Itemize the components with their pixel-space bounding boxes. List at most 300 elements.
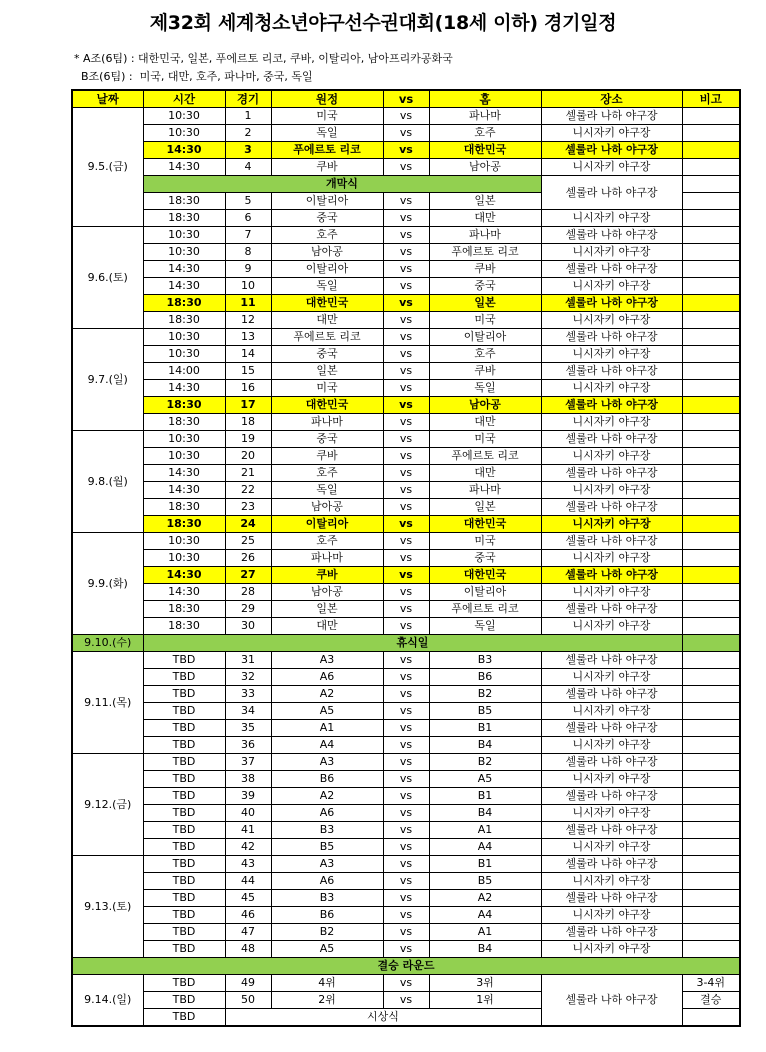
home-team-cell: B4 <box>429 737 541 754</box>
vs-cell: vs <box>383 244 429 261</box>
note-cell <box>682 193 740 210</box>
vs-cell: vs <box>383 380 429 397</box>
vs-cell: vs <box>383 516 429 533</box>
home-team-cell: 대만 <box>429 465 541 482</box>
away-team-cell: B6 <box>271 771 383 788</box>
venue-cell: 셀룰라 나하 야구장 <box>541 720 682 737</box>
time-cell: TBD <box>143 737 225 754</box>
game-row <box>72 414 740 431</box>
away-team-cell: A4 <box>271 737 383 754</box>
game-number-cell: 2 <box>225 125 271 142</box>
vs-cell: vs <box>383 261 429 278</box>
time-cell: 14:30 <box>143 482 225 499</box>
note-cell <box>682 482 740 499</box>
game-number-cell: 28 <box>225 584 271 601</box>
note-cell <box>682 550 740 567</box>
time-cell: TBD <box>143 873 225 890</box>
venue-cell: 니시자키 야구장 <box>541 346 682 363</box>
home-team-cell: 남아공 <box>429 397 541 414</box>
time-cell: TBD <box>143 686 225 703</box>
game-row <box>72 142 740 159</box>
game-number-cell: 30 <box>225 618 271 635</box>
game-number-cell: 14 <box>225 346 271 363</box>
time-cell: 14:30 <box>143 261 225 278</box>
away-team-cell: B6 <box>271 907 383 924</box>
venue-cell: 셀룰라 나하 야구장 <box>541 924 682 941</box>
vs-cell: vs <box>383 839 429 856</box>
time-cell: 18:30 <box>143 601 225 618</box>
vs-cell: vs <box>383 618 429 635</box>
venue-cell: 셀룰라 나하 야구장 <box>541 652 682 669</box>
vs-cell: vs <box>383 737 429 754</box>
away-team-cell: 호주 <box>271 465 383 482</box>
venue-cell: 니시자키 야구장 <box>541 244 682 261</box>
away-team-cell: 쿠바 <box>271 159 383 176</box>
away-team-cell: A6 <box>271 873 383 890</box>
away-team-cell: 파나마 <box>271 550 383 567</box>
venue-cell: 셀룰라 나하 야구장 <box>541 329 682 346</box>
note-cell <box>682 1009 740 1027</box>
game-number-cell: 6 <box>225 210 271 227</box>
time-cell: TBD <box>143 805 225 822</box>
vs-cell: vs <box>383 567 429 584</box>
game-row <box>72 448 740 465</box>
game-row <box>72 601 740 618</box>
time-cell: 10:30 <box>143 550 225 567</box>
game-row <box>72 669 740 686</box>
game-row <box>72 737 740 754</box>
time-cell: 10:30 <box>143 448 225 465</box>
vs-cell: vs <box>383 754 429 771</box>
away-team-cell: 대한민국 <box>271 397 383 414</box>
venue-cell: 니시자키 야구장 <box>541 618 682 635</box>
note-cell <box>682 108 740 125</box>
game-number-cell: 8 <box>225 244 271 261</box>
time-cell: TBD <box>143 652 225 669</box>
time-cell: 10:30 <box>143 346 225 363</box>
home-team-cell: B1 <box>429 788 541 805</box>
home-team-cell: B2 <box>429 686 541 703</box>
time-cell: 18:30 <box>143 295 225 312</box>
note-cell <box>682 295 740 312</box>
note-cell <box>682 414 740 431</box>
time-cell: TBD <box>143 788 225 805</box>
date-cell: 9.6.(토) <box>72 227 143 329</box>
game-number-cell: 46 <box>225 907 271 924</box>
vs-cell: vs <box>383 329 429 346</box>
venue-cell: 셀룰라 나하 야구장 <box>541 465 682 482</box>
note-cell <box>682 363 740 380</box>
vs-cell: vs <box>383 992 429 1009</box>
time-cell: 14:30 <box>143 465 225 482</box>
game-row <box>72 839 740 856</box>
game-row <box>72 397 740 414</box>
group-a-note: * A조(6팀) : 대한민국, 일본, 푸에르토 리코, 쿠바, 이탈리아, 남아프리카공화국 <box>74 52 453 65</box>
game-number-cell: 23 <box>225 499 271 516</box>
home-team-cell: 미국 <box>429 431 541 448</box>
venue-cell: 니시자키 야구장 <box>541 125 682 142</box>
date-cell: 9.5.(금) <box>72 108 143 227</box>
ceremony-row <box>72 176 740 193</box>
away-team-cell: A2 <box>271 686 383 703</box>
game-number-cell: 21 <box>225 465 271 482</box>
time-cell: 14:00 <box>143 363 225 380</box>
game-row <box>72 159 740 176</box>
game-number-cell: 13 <box>225 329 271 346</box>
vs-cell: vs <box>383 550 429 567</box>
away-team-cell: A3 <box>271 856 383 873</box>
time-cell: TBD <box>143 771 225 788</box>
away-team-cell: 남아공 <box>271 499 383 516</box>
note-cell <box>682 125 740 142</box>
game-row <box>72 754 740 771</box>
game-number-cell: 40 <box>225 805 271 822</box>
time-cell: 10:30 <box>143 533 225 550</box>
header-vs: vs <box>383 90 429 108</box>
note-cell <box>682 635 740 652</box>
game-number-cell: 34 <box>225 703 271 720</box>
venue-cell: 니시자키 야구장 <box>541 159 682 176</box>
away-team-cell: 이탈리아 <box>271 516 383 533</box>
note-cell <box>682 210 740 227</box>
away-team-cell: 이탈리아 <box>271 261 383 278</box>
away-team-cell: 쿠바 <box>271 448 383 465</box>
note-cell <box>682 788 740 805</box>
venue-cell: 니시자키 야구장 <box>541 941 682 958</box>
game-row <box>72 431 740 448</box>
home-team-cell: 독일 <box>429 618 541 635</box>
time-cell: TBD <box>143 1009 225 1027</box>
game-number-cell: 36 <box>225 737 271 754</box>
vs-cell: vs <box>383 890 429 907</box>
vs-cell: vs <box>383 312 429 329</box>
home-team-cell: 푸에르토 리코 <box>429 601 541 618</box>
venue-cell: 셀룰라 나하 야구장 <box>541 431 682 448</box>
vs-cell: vs <box>383 295 429 312</box>
venue-cell: 니시자키 야구장 <box>541 312 682 329</box>
venue-cell: 셀룰라 나하 야구장 <box>541 754 682 771</box>
away-team-cell: B3 <box>271 822 383 839</box>
game-row <box>72 312 740 329</box>
game-number-cell: 3 <box>225 142 271 159</box>
away-team-cell: B3 <box>271 890 383 907</box>
note-cell <box>682 754 740 771</box>
note-cell <box>682 533 740 550</box>
schedule-body <box>72 108 740 1027</box>
note-cell: 결승 <box>682 992 740 1009</box>
time-cell: 10:30 <box>143 329 225 346</box>
venue-cell: 셀룰라 나하 야구장 <box>541 176 682 210</box>
time-cell: 10:30 <box>143 431 225 448</box>
header-date: 날짜 <box>72 90 143 108</box>
time-cell: 14:30 <box>143 584 225 601</box>
game-number-cell: 17 <box>225 397 271 414</box>
venue-cell: 셀룰라 나하 야구장 <box>541 822 682 839</box>
venue-cell: 니시자키 야구장 <box>541 414 682 431</box>
header-venue: 장소 <box>541 90 682 108</box>
header-row <box>72 90 740 108</box>
game-number-cell: 4 <box>225 159 271 176</box>
game-row <box>72 363 740 380</box>
game-row <box>72 465 740 482</box>
note-cell <box>682 771 740 788</box>
away-team-cell: 대만 <box>271 312 383 329</box>
away-team-cell: 남아공 <box>271 584 383 601</box>
away-team-cell: 독일 <box>271 278 383 295</box>
game-row <box>72 584 740 601</box>
vs-cell: vs <box>383 686 429 703</box>
venue-cell: 니시자키 야구장 <box>541 584 682 601</box>
home-team-cell: 대만 <box>429 414 541 431</box>
game-number-cell: 26 <box>225 550 271 567</box>
home-team-cell: B5 <box>429 703 541 720</box>
away-team-cell: A2 <box>271 788 383 805</box>
venue-cell: 니시자키 야구장 <box>541 771 682 788</box>
away-team-cell: A6 <box>271 669 383 686</box>
venue-cell: 니시자키 야구장 <box>541 380 682 397</box>
game-row <box>72 125 740 142</box>
vs-cell: vs <box>383 193 429 210</box>
vs-cell: vs <box>383 108 429 125</box>
vs-cell: vs <box>383 771 429 788</box>
time-cell: TBD <box>143 669 225 686</box>
time-cell: 14:30 <box>143 142 225 159</box>
game-row <box>72 550 740 567</box>
game-number-cell: 5 <box>225 193 271 210</box>
home-team-cell: 파나마 <box>429 227 541 244</box>
game-row <box>72 346 740 363</box>
time-cell: 18:30 <box>143 210 225 227</box>
game-number-cell: 32 <box>225 669 271 686</box>
vs-cell: vs <box>383 975 429 992</box>
home-team-cell: B4 <box>429 941 541 958</box>
away-team-cell: A3 <box>271 652 383 669</box>
venue-cell: 셀룰라 나하 야구장 <box>541 890 682 907</box>
home-team-cell: 대한민국 <box>429 142 541 159</box>
away-team-cell: 미국 <box>271 380 383 397</box>
away-team-cell: 독일 <box>271 125 383 142</box>
rest-day-label: 휴식일 <box>143 635 682 652</box>
away-team-cell: A3 <box>271 754 383 771</box>
home-team-cell: 3위 <box>429 975 541 992</box>
game-row <box>72 686 740 703</box>
home-team-cell: 쿠바 <box>429 261 541 278</box>
vs-cell: vs <box>383 431 429 448</box>
game-number-cell: 7 <box>225 227 271 244</box>
venue-cell: 니시자키 야구장 <box>541 907 682 924</box>
away-team-cell: 이탈리아 <box>271 193 383 210</box>
home-team-cell: 이탈리아 <box>429 329 541 346</box>
game-number-cell: 16 <box>225 380 271 397</box>
home-team-cell: A4 <box>429 907 541 924</box>
time-cell: 18:30 <box>143 312 225 329</box>
venue-cell: 셀룰라 나하 야구장 <box>541 975 682 1027</box>
home-team-cell: A1 <box>429 822 541 839</box>
time-cell: 14:30 <box>143 159 225 176</box>
time-cell: TBD <box>143 839 225 856</box>
vs-cell: vs <box>383 924 429 941</box>
vs-cell: vs <box>383 907 429 924</box>
note-cell <box>682 261 740 278</box>
away-team-cell: 일본 <box>271 601 383 618</box>
away-team-cell: B5 <box>271 839 383 856</box>
home-team-cell: B1 <box>429 720 541 737</box>
vs-cell: vs <box>383 856 429 873</box>
note-cell <box>682 312 740 329</box>
game-row <box>72 516 740 533</box>
note-cell <box>682 873 740 890</box>
header-away: 원정 <box>271 90 383 108</box>
game-number-cell: 10 <box>225 278 271 295</box>
game-row <box>72 924 740 941</box>
game-number-cell: 15 <box>225 363 271 380</box>
time-cell: TBD <box>143 890 225 907</box>
vs-cell: vs <box>383 448 429 465</box>
game-number-cell: 48 <box>225 941 271 958</box>
home-team-cell: 남아공 <box>429 159 541 176</box>
date-cell: 9.9.(화) <box>72 533 143 635</box>
game-row <box>72 244 740 261</box>
date-cell: 9.14.(일) <box>72 975 143 1027</box>
game-number-cell: 43 <box>225 856 271 873</box>
game-row <box>72 907 740 924</box>
time-cell: TBD <box>143 703 225 720</box>
home-team-cell: 중국 <box>429 278 541 295</box>
note-cell <box>682 244 740 261</box>
header-game: 경기 <box>225 90 271 108</box>
venue-cell: 니시자키 야구장 <box>541 873 682 890</box>
game-row <box>72 380 740 397</box>
vs-cell: vs <box>383 159 429 176</box>
time-cell: 10:30 <box>143 244 225 261</box>
vs-cell: vs <box>383 363 429 380</box>
vs-cell: vs <box>383 720 429 737</box>
time-cell: TBD <box>143 975 225 992</box>
award-ceremony-label: 시상식 <box>225 1009 541 1027</box>
note-cell <box>682 448 740 465</box>
note-cell <box>682 737 740 754</box>
time-cell: 14:30 <box>143 278 225 295</box>
note-cell: 3-4위 <box>682 975 740 992</box>
home-team-cell: B1 <box>429 856 541 873</box>
finals-label: 결승 라운드 <box>72 958 740 975</box>
home-team-cell: B4 <box>429 805 541 822</box>
away-team-cell: 중국 <box>271 210 383 227</box>
away-team-cell: 남아공 <box>271 244 383 261</box>
note-cell <box>682 227 740 244</box>
time-cell: TBD <box>143 720 225 737</box>
time-cell: 18:30 <box>143 397 225 414</box>
away-team-cell: 푸에르토 리코 <box>271 329 383 346</box>
game-row <box>72 499 740 516</box>
venue-cell: 셀룰라 나하 야구장 <box>541 295 682 312</box>
away-team-cell: 호주 <box>271 533 383 550</box>
note-cell <box>682 907 740 924</box>
venue-cell: 셀룰라 나하 야구장 <box>541 686 682 703</box>
time-cell: 18:30 <box>143 414 225 431</box>
home-team-cell: 일본 <box>429 295 541 312</box>
home-team-cell: B3 <box>429 652 541 669</box>
group-b-note: B조(6팀) : 미국, 대만, 호주, 파나마, 중국, 독일 <box>74 70 313 83</box>
note-cell <box>682 941 740 958</box>
schedule-table <box>71 89 741 1027</box>
note-cell <box>682 686 740 703</box>
away-team-cell: B2 <box>271 924 383 941</box>
game-number-cell: 19 <box>225 431 271 448</box>
page-title: 제32회 세계청소년야구선수권대회(18세 이하) 경기일정 <box>149 12 617 34</box>
vs-cell: vs <box>383 142 429 159</box>
note-cell <box>682 159 740 176</box>
venue-cell: 니시자키 야구장 <box>541 448 682 465</box>
note-cell <box>682 465 740 482</box>
rest-day-row <box>72 635 740 652</box>
home-team-cell: 파나마 <box>429 108 541 125</box>
venue-cell: 니시자키 야구장 <box>541 482 682 499</box>
vs-cell: vs <box>383 414 429 431</box>
game-row <box>72 295 740 312</box>
game-number-cell: 41 <box>225 822 271 839</box>
ceremony-label: 개막식 <box>143 176 541 193</box>
away-team-cell: 대한민국 <box>271 295 383 312</box>
note-cell <box>682 346 740 363</box>
venue-cell: 니시자키 야구장 <box>541 278 682 295</box>
game-number-cell: 31 <box>225 652 271 669</box>
note-cell <box>682 380 740 397</box>
home-team-cell: 이탈리아 <box>429 584 541 601</box>
home-team-cell: 파나마 <box>429 482 541 499</box>
note-cell <box>682 652 740 669</box>
venue-cell: 셀룰라 나하 야구장 <box>541 499 682 516</box>
note-cell <box>682 516 740 533</box>
game-number-cell: 9 <box>225 261 271 278</box>
game-number-cell: 20 <box>225 448 271 465</box>
time-cell: TBD <box>143 907 225 924</box>
home-team-cell: 미국 <box>429 533 541 550</box>
note-cell <box>682 924 740 941</box>
home-team-cell: 중국 <box>429 550 541 567</box>
home-team-cell: 미국 <box>429 312 541 329</box>
home-team-cell: B5 <box>429 873 541 890</box>
finals-label-row <box>72 958 740 975</box>
game-row <box>72 788 740 805</box>
away-team-cell: A1 <box>271 720 383 737</box>
venue-cell: 셀룰라 나하 야구장 <box>541 261 682 278</box>
game-number-cell: 24 <box>225 516 271 533</box>
game-row <box>72 890 740 907</box>
vs-cell: vs <box>383 227 429 244</box>
game-row <box>72 703 740 720</box>
game-number-cell: 25 <box>225 533 271 550</box>
game-number-cell: 27 <box>225 567 271 584</box>
vs-cell: vs <box>383 873 429 890</box>
game-row <box>72 652 740 669</box>
time-cell: TBD <box>143 992 225 1009</box>
venue-cell: 니시자키 야구장 <box>541 516 682 533</box>
note-cell <box>682 499 740 516</box>
home-team-cell: 대한민국 <box>429 567 541 584</box>
home-team-cell: 일본 <box>429 193 541 210</box>
vs-cell: vs <box>383 652 429 669</box>
venue-cell: 셀룰라 나하 야구장 <box>541 567 682 584</box>
note-cell <box>682 618 740 635</box>
game-row <box>72 567 740 584</box>
time-cell: 10:30 <box>143 125 225 142</box>
venue-cell: 니시자키 야구장 <box>541 737 682 754</box>
venue-cell: 니시자키 야구장 <box>541 210 682 227</box>
home-team-cell: 일본 <box>429 499 541 516</box>
game-number-cell: 45 <box>225 890 271 907</box>
time-cell: 18:30 <box>143 499 225 516</box>
